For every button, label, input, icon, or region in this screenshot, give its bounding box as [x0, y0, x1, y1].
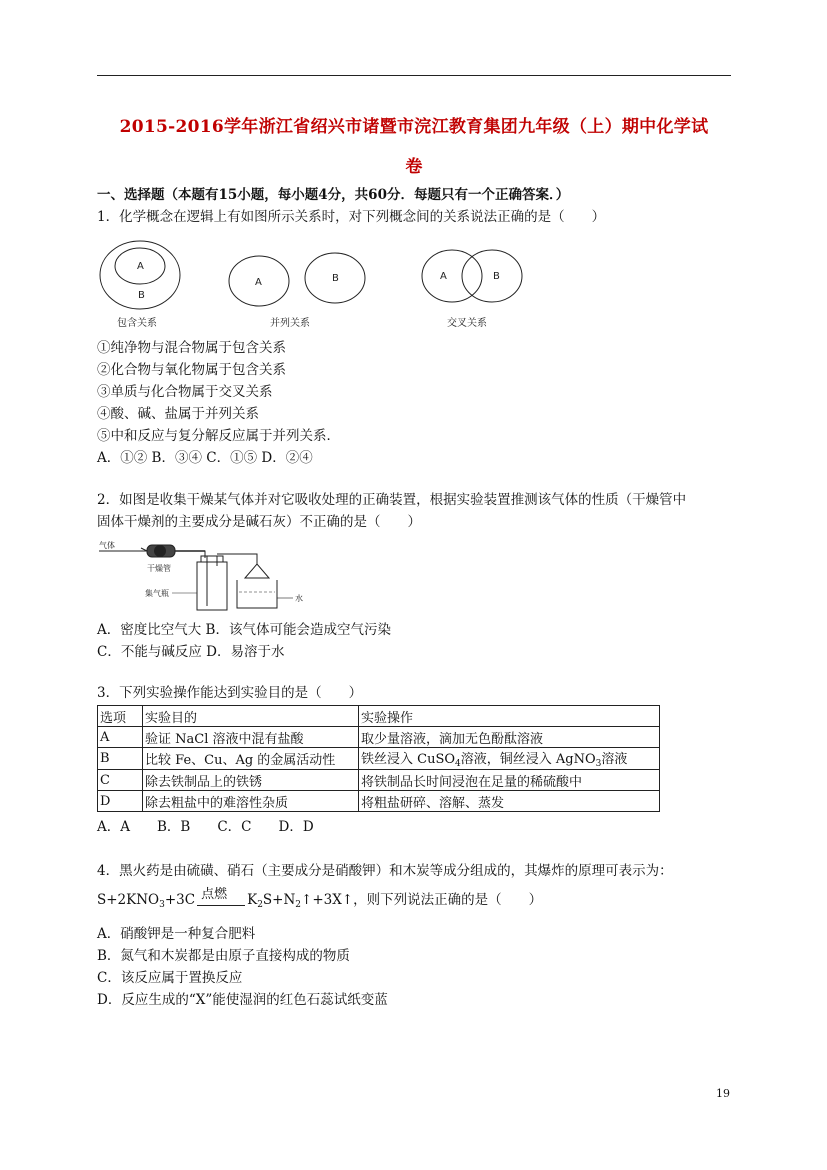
- q4-option: D．反应生成的“X”能使湿润的红色石蕊试纸变蓝: [97, 992, 388, 1008]
- header-cell: 实验目的: [143, 706, 359, 727]
- reaction-condition-arrow: [195, 887, 247, 914]
- label-b: B: [138, 290, 145, 301]
- q1-statement: ③单质与化合物属于交叉关系: [97, 384, 273, 400]
- section-heading: 一、选择题（本题有15小题，每小题4分，共60分．每题只有一个正确答案．）: [97, 187, 570, 203]
- page-title-continued: 卷: [405, 157, 423, 177]
- q1-relationship-diagrams: [97, 236, 537, 336]
- q3-table: [97, 705, 660, 812]
- q2-apparatus-diagram: [97, 536, 317, 616]
- contain-relation-diagram: [100, 241, 180, 329]
- q3-stem: 3．下列实验操作能达到实验目的是（ ）: [97, 685, 363, 701]
- operation-cell: 将铁制品长时间浸泡在足量的稀硫酸中: [359, 770, 660, 791]
- label-a: A: [255, 277, 262, 288]
- option-cell: A: [98, 727, 143, 748]
- q4-equation: $S+2KNO_3+3C$ 点燃 $K_2S+N_2↑+3X↑$，则下列说法正确的是（ ）: [97, 891, 542, 914]
- table-row: [98, 748, 660, 770]
- contain-label: 包含关系: [117, 318, 157, 329]
- q1-options: A．①② B．③④ C．①⑤ D．②④: [97, 450, 313, 466]
- label-b: B: [332, 273, 339, 284]
- q2-stem-continued: 固体干燥剂的主要成分是碱石灰）不正确的是（ ）: [97, 514, 421, 530]
- q1-statement: ④酸、碱、盐属于并列关系: [97, 406, 259, 422]
- q4-option: A．硝酸钾是一种复合肥料: [97, 926, 256, 942]
- condition-label: 点燃: [201, 887, 228, 902]
- page-number: 19: [716, 1087, 730, 1100]
- q1-statement: ⑤中和反应与复分解反应属于并列关系．: [97, 428, 340, 444]
- q2-stem: 2．如图是收集干燥某气体并对它吸收处理的正确装置，根据实验装置推测该气体的性质（干燥管中: [97, 492, 687, 508]
- operation-cell: 取少量溶液，滴加无色酚酞溶液: [359, 727, 660, 748]
- q1-stem: 1．化学概念在逻辑上有如图所示关系时，对下列概念间的关系说法正确的是（ ）: [97, 209, 606, 225]
- purpose-cell: 验证 NaCl 溶液中混有盐酸: [143, 727, 359, 748]
- purpose-cell: 除去粗盐中的难溶性杂质: [143, 791, 359, 812]
- purpose-cell: 除去铁制品上的铁锈: [143, 770, 359, 791]
- option-cell: D: [98, 791, 143, 812]
- table-row: [98, 770, 660, 791]
- operation-cell: 将粗盐研碎、溶解、蒸发: [359, 791, 660, 812]
- option-cell: B: [98, 748, 143, 770]
- q3-options: A．A B．B C．C D．D: [97, 819, 314, 835]
- table-row: [98, 727, 660, 748]
- q4-option: C．该反应属于置换反应: [97, 970, 243, 986]
- q1-statement: ②化合物与氧化物属于包含关系: [97, 362, 286, 378]
- page-title: 2015-2016学年浙江省绍兴市诸暨市浣江教育集团九年级（上）期中化学试: [119, 117, 709, 137]
- parallel-label: 并列关系: [270, 318, 310, 329]
- parallel-relation-diagram: [229, 253, 365, 329]
- header-rule: [97, 75, 731, 76]
- q4-option: B．氮气和木炭都是由原子直接构成的物质: [97, 948, 350, 964]
- table-header-row: [98, 706, 660, 727]
- header-cell: 实验操作: [359, 706, 660, 727]
- gas-label: 气体: [99, 541, 115, 550]
- cross-relation-diagram: [422, 250, 522, 329]
- cross-label: 交叉关系: [447, 318, 487, 329]
- gas-bottle-label: 集气瓶: [145, 589, 169, 598]
- header-cell: 选项: [98, 706, 143, 727]
- option-cell: C: [98, 770, 143, 791]
- label-a: A: [137, 261, 144, 272]
- operation-cell: 铁丝浸入 CuSO$_4$溶液，铜丝浸入 AgNO$_3$溶液: [359, 748, 660, 770]
- q2-options-continued: C．不能与碱反应 D．易溶于水: [97, 644, 285, 660]
- purpose-cell: 比较 Fe、Cu、Ag 的金属活动性: [143, 748, 359, 770]
- drying-tube-label: 干燥管: [147, 564, 171, 573]
- table-row: [98, 791, 660, 812]
- label-a: A: [440, 271, 447, 282]
- q2-options: A．密度比空气大 B．该气体可能会造成空气污染: [97, 622, 391, 638]
- label-b: B: [493, 271, 500, 282]
- q4-stem: 4．黑火药是由硫磺、硝石（主要成分是硝酸钾）和木炭等成分组成的，其爆炸的原理可表示为：: [97, 863, 673, 879]
- q1-statement: ①纯净物与混合物属于包含关系: [97, 340, 286, 356]
- water-label: 水: [295, 594, 303, 603]
